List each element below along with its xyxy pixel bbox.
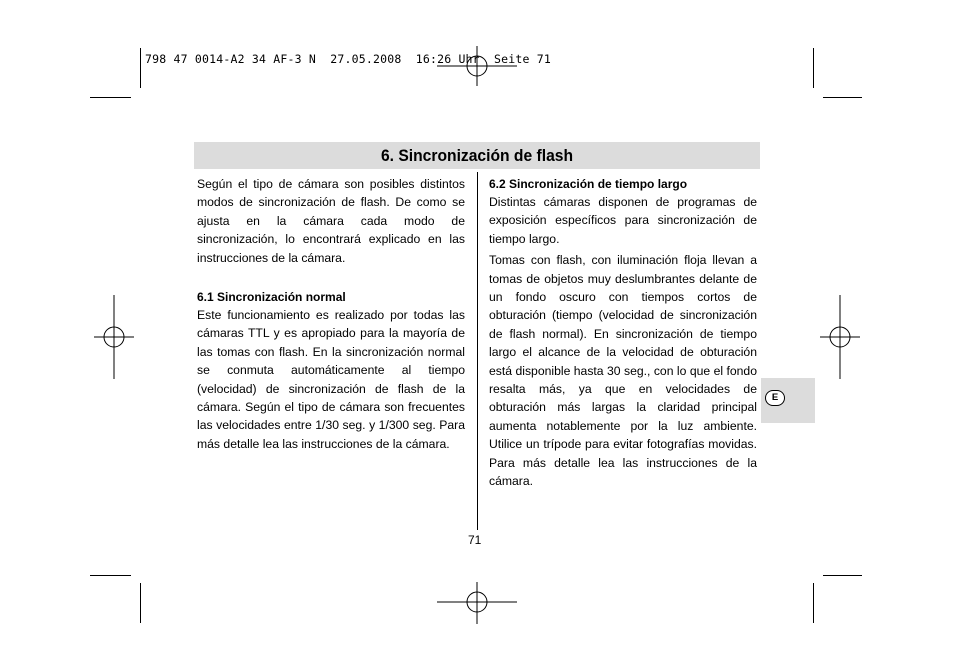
crop-mark-bottom-left-h — [90, 575, 131, 576]
column-divider — [477, 172, 478, 530]
language-badge: E — [765, 390, 785, 406]
registration-mark-left — [92, 295, 134, 379]
chapter-title: 6. Sincronización de flash — [380, 146, 574, 165]
left-column — [197, 175, 465, 453]
crop-mark-bottom-left-v — [140, 583, 141, 623]
crop-mark-top-right-h — [823, 97, 862, 98]
section-6-2-paragraph-1: Distintas cámaras disponen de programas de exposición específicos para sincronización de tiempo largo. — [489, 195, 757, 246]
crop-mark-top-right-v — [813, 48, 814, 88]
registration-mark-top — [437, 46, 517, 88]
page-number: 71 — [468, 533, 482, 547]
section-6-2-heading: 6.2 Sincronización de tiempo largo — [489, 177, 688, 191]
crop-mark-top-left-v — [140, 48, 141, 88]
right-column — [489, 175, 757, 491]
section-6-1-heading: 6.1 Sincronización normal — [197, 290, 346, 305]
intro-paragraph: Según el tipo de cámara son posibles distintos modos de sincronización de flash. De como se ajusta en la cámara cada modo de sincronización, lo encontrará explicado en las instrucciones de la cámara. — [197, 177, 465, 265]
crop-mark-bottom-right-v — [813, 583, 814, 623]
crop-mark-bottom-right-h — [823, 575, 862, 576]
section-6-1-body: Este funcionamiento es realizado por todas las cámaras TTL y es apropiado para la mayoría de las tomas con flash. En la sincronización normal se conmuta automáticamente al tiempo (velocidad) de sincronización de flash de la cámara. Según el tipo de cámara son frecuentes las velocidades entre 1/30 seg. y 1/300 seg. Para más detalle lea las instrucciones de la cámara. — [197, 308, 465, 451]
crop-mark-top-left-h — [90, 97, 131, 98]
print-slug: 798 47 0014-A2 34 AF-3 N 27.05.2008 16:26 Uhr Seite 71 — [145, 52, 552, 66]
registration-mark-right — [820, 295, 862, 379]
language-tab — [761, 378, 815, 423]
section-6-2-paragraph-2: Tomas con flash, con iluminación floja llevan a tomas de objetos muy deslumbrantes delante de un fondo oscuro con tiempos cortos de obturación (tiempo (velocidad de sincronización de flash normal). En sincronización de tiempo largo el alcance de la velocidad de obturación está disponible hasta 30 seg., con lo que el fondo resalta más, ya que en velocidades de obturación más largas la claridad principal aumenta notablemente por la luz ambiente. Utilice un trípode para evitar fotografías movidas. Para más detalle lea las instrucciones de la cámara. — [489, 253, 757, 489]
registration-mark-bottom — [437, 582, 517, 624]
chapter-title-bar — [194, 142, 760, 169]
